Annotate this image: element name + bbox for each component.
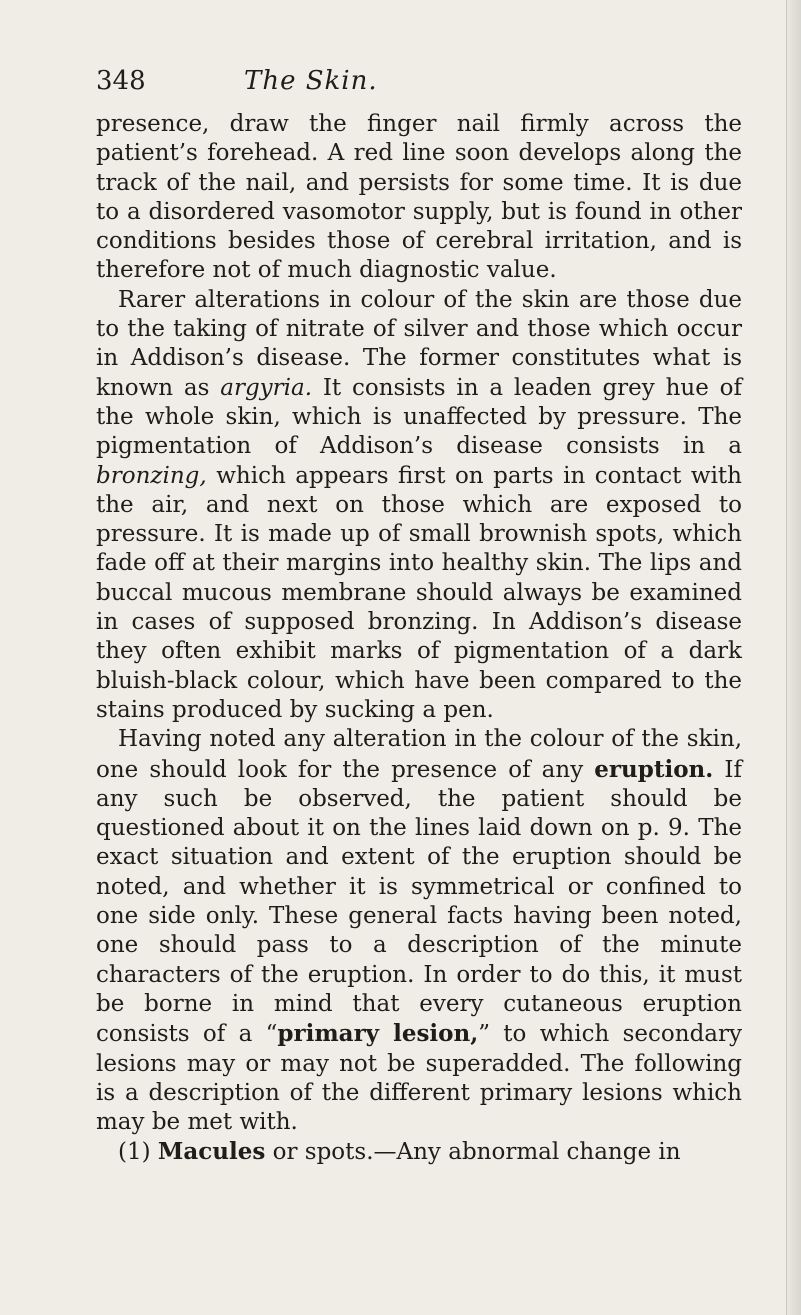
paragraph-3 <box>96 725 742 1137</box>
p3-text-2: If any such be observed, the patient should be questioned about it on the lines laid down on p. 9. The exact situation and extent of the eruption should be noted, and whether it is symmetrical or confined to one side only. These general facts having been noted, one should pass to a description of the minute characters of the eruption. In order to do this, it must be borne in mind that every cutaneous eruption consists of a “ <box>96 756 742 1048</box>
p3-text-3: ” to which secondary lesions may or may not be superadded. The following is a description of the different primary lesions which may be met with. <box>96 1021 742 1136</box>
term-bronzing: bronzing, <box>96 462 207 489</box>
p2-text-3: which appears first on parts in contact with the air, and next on those which are exposed to pressure. It is made up of small brownish spots, which fade off at their margins into healthy skin. The lips and buccal mucous membrane should always be examined in cases of supposed bronzing. In Addison’s disease they often exhibit marks of pigmentation of a dark bluish-black colour, which have been compared to the stains produced by sucking a pen. <box>96 462 742 723</box>
page-header <box>96 66 736 106</box>
paragraph-1 <box>96 110 742 286</box>
running-title: The Skin. <box>244 66 378 96</box>
p4-text-2: or spots.—Any abnormal change in <box>265 1139 681 1166</box>
p4-text-1: (1) <box>118 1139 158 1166</box>
p2-text-1: Rarer alterations in colour of the skin are those due to the taking of nitrate of silver and those which occur in Addison’s disease. The former constitutes what is known as <box>96 286 742 401</box>
p3-text-1: Having noted any alteration in the colour of the skin, one should look for the presence of any <box>96 726 742 783</box>
term-argyria: argyria. <box>220 374 313 401</box>
paragraph-2 <box>96 286 742 725</box>
body-text <box>96 110 742 1168</box>
paragraph-4 <box>96 1137 742 1167</box>
page-edge <box>786 0 801 1315</box>
term-eruption: eruption. <box>594 755 714 783</box>
page-number: 348 <box>96 66 146 96</box>
term-macules: Macules <box>157 1138 266 1166</box>
p2-text-2: It consists in a leaden grey hue of the whole skin, which is unaffected by pressure. The pigmentation of Addison’s disease consists in a <box>96 374 742 460</box>
paragraph-1-text: presence, draw the finger nail firmly across the patient’s forehead. A red line soon develops along the track of the nail, and persists for some time. It is due to a disordered vasomotor supply, but is found in other conditions besides those of cerebral irritation, and is therefore not of much diagnostic value. <box>96 111 742 284</box>
term-primary-lesion: primary lesion, <box>277 1020 479 1048</box>
